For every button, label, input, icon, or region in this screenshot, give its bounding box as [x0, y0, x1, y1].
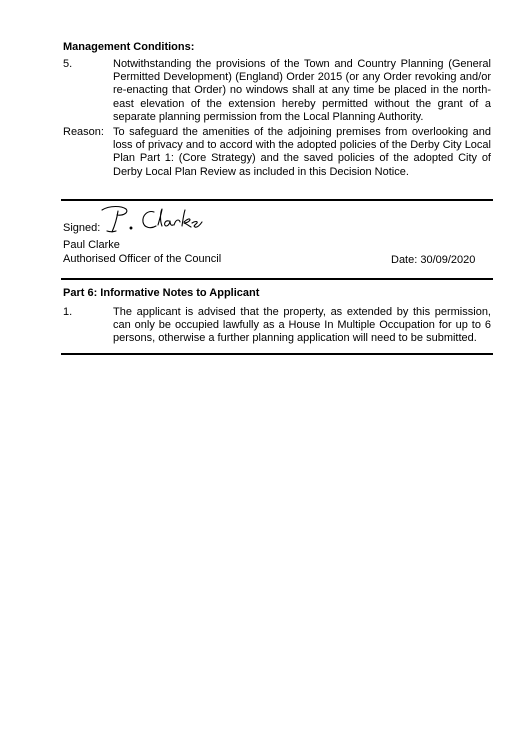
signed-label: Signed:	[63, 222, 101, 234]
condition-text: Notwithstanding the provisions of the Town and Country Planning (General Permitted Development) (England) Order 2015 (or any Order revoking and/or re-enacting that Order) no windows shall at any time be placed in the north-east elevation of the extension hereby permitted without the grant of a separate planning permission from the Local Planning Authority.	[113, 58, 491, 123]
reason-text: To safeguard the amenities of the adjoining premises from overlooking and loss of privacy and to accord with the adopted policies of the Derby City Local Plan Part 1: (Core Strategy) and the saved policies of the adopted City of Derby Local Plan Review as included in this Decision Notice.	[113, 126, 491, 178]
management-conditions-heading: Management Conditions:	[63, 41, 195, 53]
condition-number: 5.	[63, 58, 73, 70]
signer-name: Paul Clarke	[63, 239, 120, 251]
decision-date: Date: 30/09/2020	[391, 254, 476, 266]
note-number: 1.	[63, 306, 73, 318]
section-divider	[61, 278, 493, 280]
informative-notes-heading: Part 6: Informative Notes to Applicant	[63, 287, 260, 299]
section-divider	[61, 353, 493, 355]
reason-label: Reason:	[63, 126, 104, 138]
handwritten-signature	[96, 201, 206, 241]
note-text: The applicant is advised that the property, as extended by this permission, can only be occupied lawfully as a House In Multiple Occupation for up to 6 persons, otherwise a further planning application will need to be submitted.	[113, 306, 491, 345]
signer-title: Authorised Officer of the Council	[63, 253, 222, 265]
